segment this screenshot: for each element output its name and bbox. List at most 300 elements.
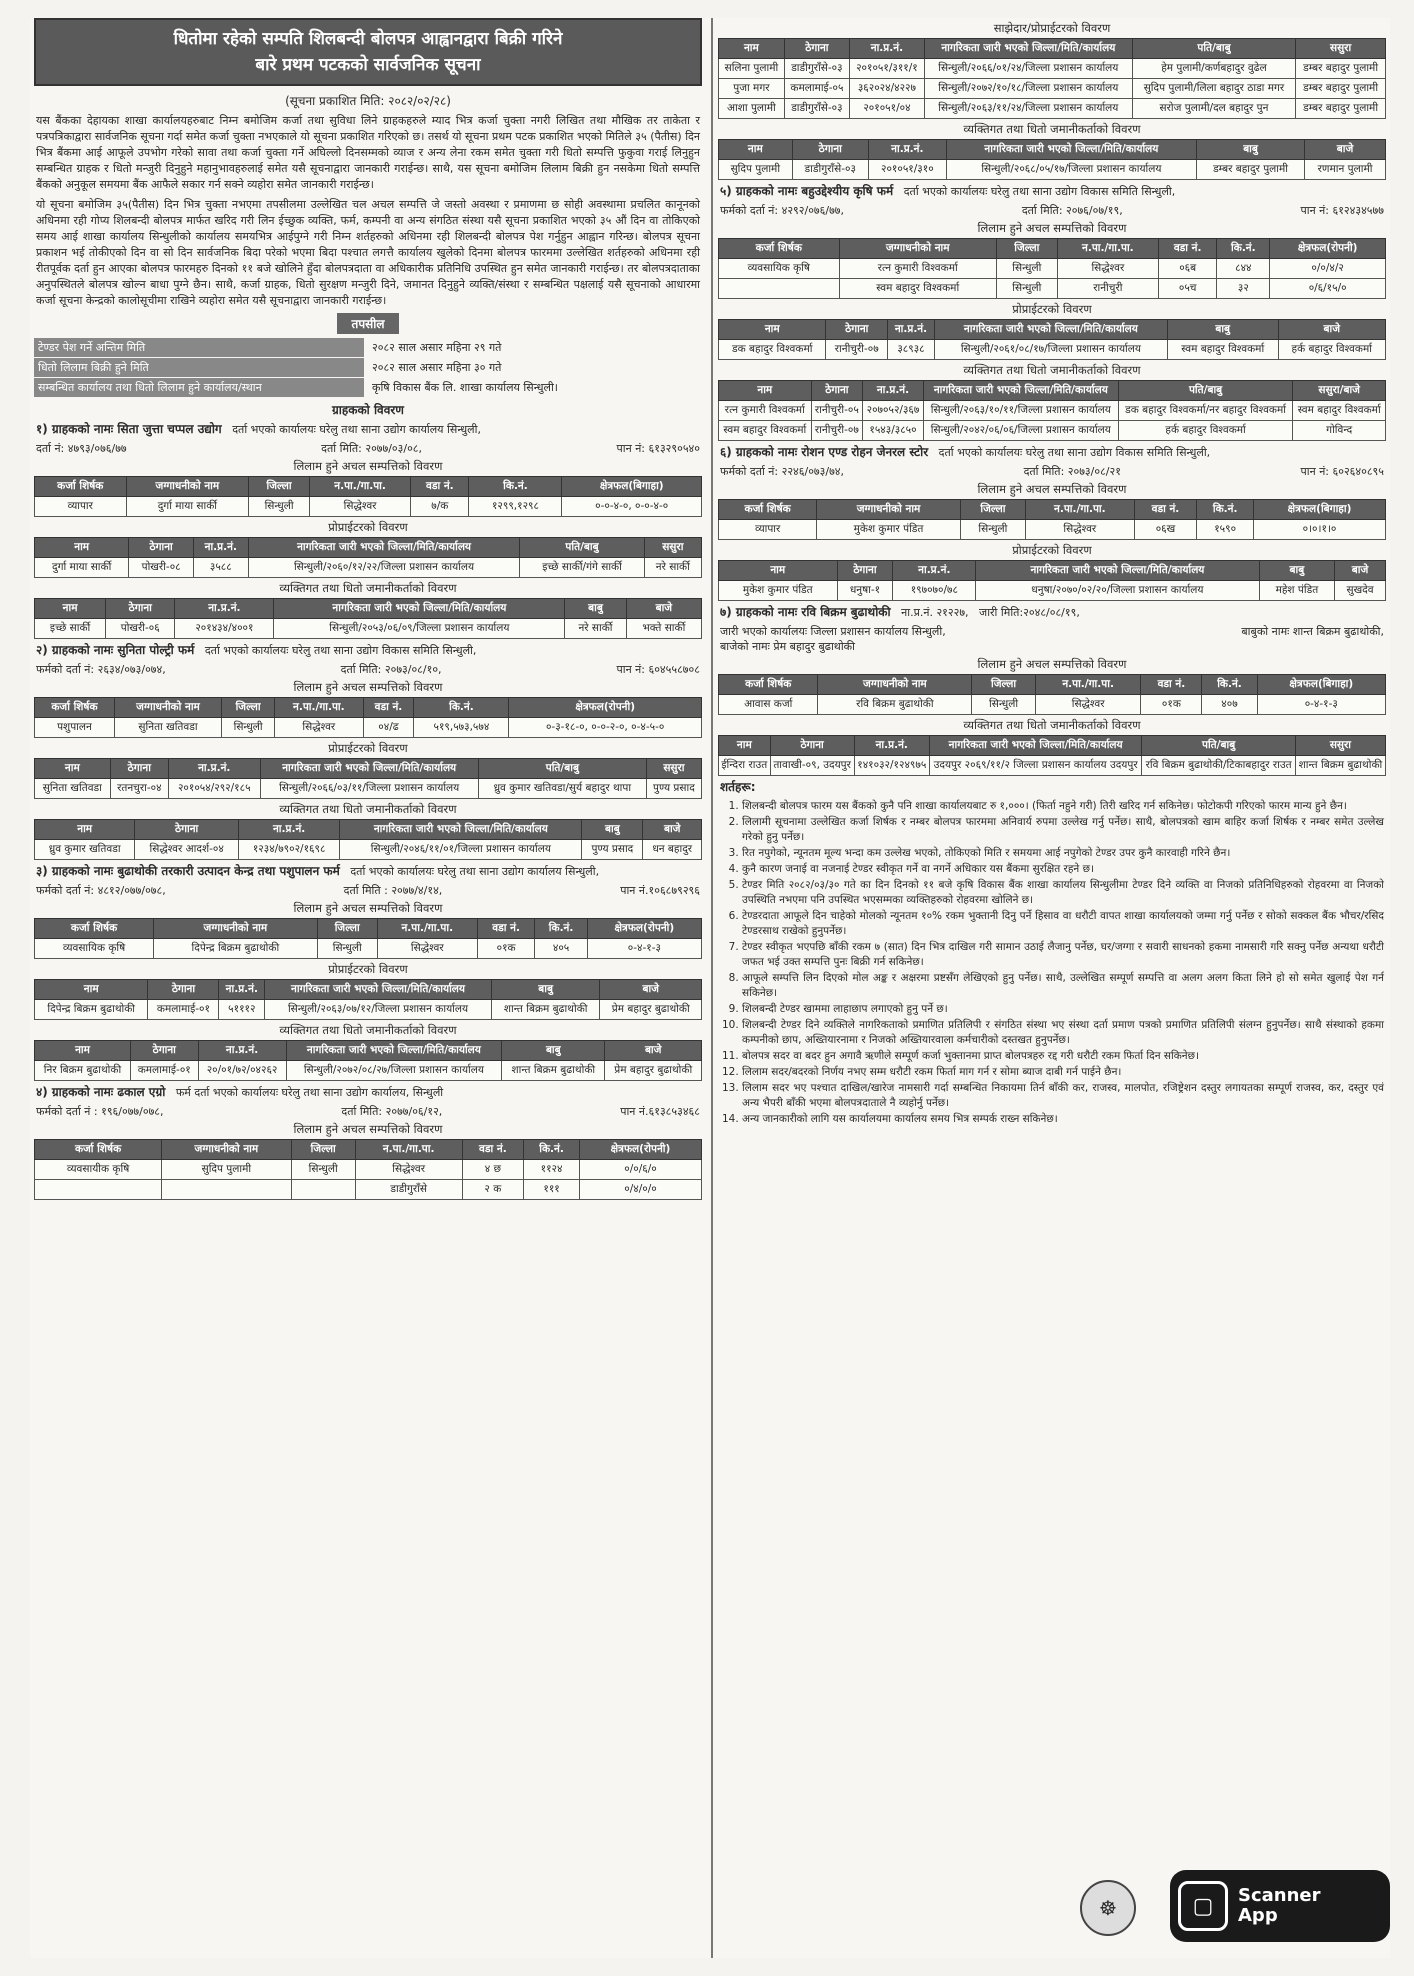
table-header: नाम (35, 1041, 131, 1061)
table-header: नाम (719, 39, 785, 59)
client-reg-line: फर्मको दर्ता नं: ४८१२/०७७/०७८, दर्ता मिति : २०७७/४/१४, पान नं.१०६८७९२९६ (36, 884, 700, 897)
table-cell: २०१०५१/३१० (868, 160, 946, 180)
table-header: ना.प्र.नं. (893, 561, 976, 581)
table-cell: पोखरी-०८ (129, 558, 194, 578)
table-cell: शान्त बिक्रम बुढाथोकी (502, 1061, 605, 1081)
table-cell: हर्क बहादुर विश्वकर्मा (1278, 340, 1385, 360)
table-cell (162, 1180, 291, 1200)
term-item: 13. लिलाम सदर भए पश्चात दाखिल/खारेज नामसारी गर्दा सम्बन्धित निकायमा तिर्न बाँकी कर, राजस्व, मालपोत, रजिष्ट्रेशन दस्तुर लगायतका सम्पूर्ण राजस्व, कर, दस्तुर एवं अन्य भैपरी बाँकी भएमा बोलपत्रदाताले नै व्यहोर्नु पर्नेछ। (742, 1081, 1384, 1111)
tapsil-box (34, 338, 702, 397)
table-header: नागरिकता जारी भएको जिल्ला/मिति/कार्यालय (934, 320, 1167, 340)
table-cell: ११२४ (524, 1160, 580, 1180)
terms-list (720, 799, 1384, 1127)
table-header: वडा नं. (1158, 239, 1216, 259)
table-cell: ७/क (411, 497, 469, 517)
table-header: बाजे (643, 820, 702, 840)
client-reg-line: फर्मको दर्ता नं: २६३४/०७३/०७४, दर्ता मिति: २०७३/०८/१०, पान नं: ६०४५५८७०८ (36, 663, 700, 676)
client-grandfather-line: बाजेको नामः प्रेम बहादुर बुढाथोकी (720, 640, 855, 653)
table-cell: सिद्धेश्वर (1026, 520, 1135, 540)
table-header: बाबु (582, 820, 643, 840)
table-cell: ०/०/६/० (579, 1160, 701, 1180)
table-header: जिल्ला (960, 500, 1025, 520)
table-cell: भक्ते सार्की (626, 619, 701, 639)
scanner-app-watermark (1170, 1870, 1390, 1942)
table-cell: शान्त बिक्रम बुढाथोकी (491, 1000, 600, 1020)
table-cell: सिन्धुली/२०५३/०६/०९/जिल्ला प्रशासन कार्यालय (274, 619, 565, 639)
table-header: नाम (35, 820, 135, 840)
table-header: नाम (35, 538, 129, 558)
table-header: नागरिकता जारी भएको जिल्ला/मिति/कार्यालय (286, 1041, 502, 1061)
table-header: जग्गाधनीको नाम (126, 477, 249, 497)
guarantor-title: व्यक्तिगत तथा धितो जमानीकर्ताको विवरण (963, 363, 1141, 377)
table-cell: सिन्धुली/२०४६/११/०१/जिल्ला प्रशासन कार्यालय (340, 840, 582, 860)
table-header: ससुरा (646, 759, 701, 779)
table-header: नागरिकता जारी भएको जिल्ला/मिति/कार्यालय (924, 39, 1132, 59)
table-row (35, 1061, 702, 1081)
table-header: ना.प्र.नं. (868, 140, 946, 160)
table-header: वडा नं. (1134, 500, 1197, 520)
table-cell: ०१क (477, 939, 535, 959)
table-header: पति/बाबु (1142, 736, 1296, 756)
table-cell: रवि बिक्रम बुढाथोकी (818, 695, 972, 715)
table-header: नाम (35, 759, 111, 779)
table-cell: सिन्धुली/२०६८/०५/१७/जिल्ला प्रशासन कार्यालय (946, 160, 1196, 180)
table-cell: व्यापार (719, 520, 817, 540)
table-cell: सिन्धुली (972, 695, 1036, 715)
guarantor-table (34, 598, 702, 639)
table-cell: सुदिप पुलामी/लिला बहादुर ठाडा मगर (1132, 79, 1295, 99)
publish-date: (सूचना प्रकाशित मिति: २०८२/०२/२८) (285, 94, 451, 108)
table-header: जग्गाधनीको नाम (114, 698, 221, 718)
table-cell: सलिना पुलामी (719, 59, 785, 79)
table-cell: नरे सार्की (565, 619, 626, 639)
table-header: वडा नं. (1141, 675, 1202, 695)
table-cell: सिन्धुली/२०६३/१०/११/जिल्ला प्रशासन कार्यालय (923, 401, 1118, 421)
proprietor-title: प्रोप्राईटरको विवरण (328, 741, 408, 755)
table-cell: ध्रुव कुमार खतिवडा (35, 840, 135, 860)
client-name-line: ५) ग्राहकको नामः बहुउद्देश्यीय कृषि फर्म दर्ता भएको कार्यालयः घरेलु तथा साना उद्योग विकास समिति सिन्धुली, (720, 184, 1176, 198)
table-header: जिल्ला (291, 1140, 355, 1160)
table-cell: धनुषा-१ (837, 581, 893, 601)
table-row (35, 939, 702, 959)
term-item: 6. टेण्डरदाता आफूले दिन चाहेको मोलको न्यूनतम १०% रकम भुक्तानी दिनु पर्ने हिसाव वा धरौटी वापत शाखा कार्यालयको जम्मा गर्नु पर्नेछ र सोको सक्कल बैंक भौचर/रसिद टेण्डरसाथ राखेको हुनुपर्नेछ। (742, 909, 1384, 939)
term-item: 1. शिलबन्दी बोलपत्र फारम यस बैंकको कुनै पनि शाखा कार्यालयबाट रु १,०००। (फिर्ता नहुने गरी) तिरी खरिद गर्न सकिनेछ। फोटोकपी गरिएको फारम मान्य हुने छैन। (742, 799, 1384, 814)
table-cell: सिन्धुली (996, 259, 1057, 279)
table-cell: पोखरी-०६ (106, 619, 175, 639)
table-cell: इच्छे सार्की (35, 619, 106, 639)
table-cell: ०४/ढ (363, 718, 414, 738)
table-header: ठेगाना (135, 820, 239, 840)
table-header: ना.प्र.नं. (219, 980, 265, 1000)
table-cell: ५१११२ (219, 1000, 265, 1020)
table-header: क्षेत्रफल(रोपनी) (579, 1140, 701, 1160)
table-cell: सिन्धुली (996, 279, 1057, 299)
tapsil-row: टेण्डर पेश गर्ने अन्तिम मिति २०८२ साल असार महिना २९ गते (34, 338, 702, 357)
auction-assets-title: लिलाम हुने अचल सम्पत्तिको विवरण (293, 901, 443, 915)
table-cell: पुण्य प्रसाद (646, 779, 701, 799)
table-cell: ०५च (1158, 279, 1216, 299)
table-cell: रानीचुरी-०५ (811, 401, 863, 421)
table-header: वडा नं. (462, 1140, 524, 1160)
table-cell: १५४३/३८५० (863, 421, 924, 441)
client-reg-line: जारी भएको कार्यालयः जिल्ला प्रशासन कार्यालय सिन्धुली, बाबुको नामः शान्त बिक्रम बुढाथोकी, (720, 625, 1384, 638)
table-header: पति/बाबु (1132, 39, 1295, 59)
table-cell: सुनिता खतिवडा (114, 718, 221, 738)
table-cell: उदयपुर २०६९/११/२ जिल्ला प्रशासन कार्यालय उदयपुर (929, 756, 1141, 776)
table-cell: ३२ (1217, 279, 1270, 299)
client-reg-line: फर्मको दर्ता नं: ४२९२/०७६/७७, दर्ता मिति: २०७६/०७/१९, पान नं: ६१२४३४५७७ (720, 204, 1384, 217)
tapsil-row: सम्बन्धित कार्यालय तथा धितो लिलाम हुने कार्यालय/स्थान कृषि विकास बैंक लि. शाखा कार्यालय सिन्धुली। (34, 378, 702, 397)
table-header: बाजे (1335, 561, 1386, 581)
table-cell: ३६२०२४/४२२७ (849, 79, 924, 99)
table-header: ना.प्र.नं. (193, 538, 248, 558)
tapsil-label: तपसील (337, 313, 398, 334)
term-item: 8. आफूले सम्पत्ति लिन दिएको मोल अङ्क र अक्षरमा प्रष्टसँग लेखिएको हुनु पर्नेछ। साथै, उल्लेखित सम्पूर्ण सम्पत्ति वा अलग अलग किता लिने हो सो समेत खुलाई पेश गर्न सकिनेछ। (742, 971, 1384, 1001)
table-row (719, 401, 1386, 421)
table-header: क्षेत्रफल(रोपनी) (587, 919, 701, 939)
intro-paragraph-1: यस बैंकका देहायका शाखा कार्यालयहरुबाट निम्न बमोजिम कर्जा तथा सुविधा लिने ग्राहकहरुले म्याद भित्र कर्जा चुक्ता नगरी लिखित तथा मौखिक तर ताकेता र पत्रपत्रिकाद्वारा सार्वजनिक सूचना गर्दा समेत कर्जा चुक्ता नभएकाले यो सूचना प्रकाशित गरिएको छ। तसर्थ यो सूचना प्रथम पटक प्रकाशित भएको मितिले ३५ (पैतीस) दिन भित्र बैंकमा आई आफूले उपभोग गरेको सावा तथा कर्जा चुक्ता गर्ने अघिल्लो दिनसम्मको व्याज र अन्य लेना रकम समेत चुक्ता गरी धितो सम्पत्ति फुकुवा गराई लिनुहुन सम्बन्धित ग्राहक र धितो मन्जुरी दिनुहुने महानुभावहरुलाई समेत यसै सूचनाद्वारा जानकारी गराईन्छ। साथै, यस सूचना बमोजिम लिलाम बिक्री हुन नसकेमा धितो सम्पत्ति बैंकको अनुकूल समयमा बैंक आफैले सकार गर्न सक्ने व्यहोरा समेत जानकारी गराईन्छ। (36, 114, 700, 191)
table-header: ना.प्र.नं. (849, 39, 924, 59)
asset-table (718, 238, 1386, 299)
client-name-line: ६) ग्राहकको नामः रोशन एण्ड रोहन जेनरल स्टोर दर्ता भएको कार्यालयः घरेलु तथा साना उद्योग विकास समिति सिन्धुली, (720, 445, 1211, 459)
table-cell: रणमान पुलामी (1305, 160, 1386, 180)
bank-seal-icon: ☸ (1080, 1880, 1136, 1936)
table-cell: ०१क (1141, 695, 1202, 715)
table-cell: आवास कर्जा (719, 695, 818, 715)
table-header: ठेगाना (770, 736, 854, 756)
table-cell: ०/०/४/२ (1270, 259, 1386, 279)
table-header: बाजे (1278, 320, 1385, 340)
table-row (35, 1160, 702, 1180)
table-cell: मुकेश कुमार पंडित (817, 520, 961, 540)
proprietor-table (34, 537, 702, 578)
table-header: बाजे (1305, 140, 1386, 160)
table-cell: रानीचुरी-०७ (826, 340, 888, 360)
column-divider (711, 18, 713, 1958)
table-cell: ०-४-१-३ (587, 939, 701, 959)
table-header: कर्जा शिर्षक (35, 1140, 162, 1160)
table-header: नागरिकता जारी भएको जिल्ला/मिति/कार्यालय (274, 599, 565, 619)
intro-paragraph-2: यो सूचना बमोजिम ३५(पैतीस) दिन भित्र चुक्ता नभएमा तपसीलमा उल्लेखित चल अचल सम्पत्ति जे जस्तो अवस्था र प्रमाणमा छ सोही अवस्थामा प्रचलित कानूनको अधिनमा रही गोप्य शिलबन्दी बोलपत्र मार्फत खरिद गरी लिन ईच्छुक व्यक्ति, फर्म, कम्पनी वा अन्य संगठित संस्था यसै सूचना प्रकाशित भएको ३५ औं दिन वा तोकिएको समय आई शाखा कार्यालय सिन्धुलीको कार्यालय समयभित्र आईपुग्ने गरी निम्न शर्तहरुको अधिनमा रही शिलबन्दी बोलपत्र पेश गर्नुहुन आह्वान गरिन्छ। बोलपत्र सूचना प्रकाशन भई तोकीएको दिन वा सो दिन सार्वजनिक बिदा परेको भएमा बिदा पश्चात लगत्तै कार्यालय खुलेको दिनमा बोलपत्र फारममा उल्लेखित शर्तहरुको अधिनमा रही रीतपूर्वक दर्ता हुन आएका बोलपत्र फारमहरु दिनको ११ बजे खोलिने हुँदा बोलपत्रदाता वा अधिकारीक प्रतिनिधि उपस्थित हुन समेत जानकारी गराईन्छ। तर बोलपत्रदाताका अनुपस्थितले बोलपत्र खोल्न बाधा पुग्ने छैन। साथै, कर्जा ग्राहक, धितो सुरक्षण मन्जुरी दिने, जमानत दिनुहुने व्यक्ति/संस्था र सम्बन्धित पक्षलाई यसै सूचनाको आधारमा कर्जा सूचना केन्द्रको कालोसूचीमा राखिने व्यहोरा समेत यसै सूचनाद्वारा जानकारी गराईन्छ। (36, 198, 700, 307)
client-reg-line: दर्ता नं: ४७९३/०७६/७७ दर्ता मिति: २०७७/०३/०८, पान नं: ६१३२९०५४० (36, 442, 700, 455)
table-cell: सरोज पुलामी/दल बहादुर पुन (1132, 99, 1295, 119)
table-row (719, 581, 1386, 601)
table-cell: सिन्धुली/२०७२/०८/२७/जिल्ला प्रशासन कार्यालय (286, 1061, 502, 1081)
table-row (719, 756, 1386, 776)
table-header: बाबु (491, 980, 600, 1000)
table-header: क्षेत्रफल(रोपनी) (509, 698, 702, 718)
table-header: वडा नं. (411, 477, 469, 497)
table-header: नाम (719, 140, 793, 160)
table-header: ठेगाना (826, 320, 888, 340)
table-cell: प्रेम बहादुर बुढाथोकी (605, 1061, 702, 1081)
table-header: कि.नं. (1217, 239, 1270, 259)
table-header: नागरिकता जारी भएको जिल्ला/मिति/कार्यालय (923, 381, 1118, 401)
proprietor-table (34, 758, 702, 799)
table-cell: इच्छे सार्की/गंगे सार्की (520, 558, 644, 578)
table-header: नाम (719, 381, 812, 401)
table-cell: ४०५ (535, 939, 587, 959)
table-header: ना.प्र.नं. (888, 320, 935, 340)
table-cell: सिन्धुली/२०६३/०७/१२/जिल्ला प्रशासन कार्यालय (265, 1000, 492, 1020)
table-cell: निर बिक्रम बुढाथोकी (35, 1061, 131, 1081)
table-header: ससुरा (1295, 736, 1385, 756)
proprietor-title: प्रोप्राईटरको विवरण (1012, 543, 1092, 557)
table-row (35, 619, 702, 639)
client-reg-line: फर्मको दर्ता नं: २२४६/०७३/७४, दर्ता मिति: २०७३/०८/२१ पान नं: ६०२६४०८९५ (720, 465, 1384, 478)
table-row (35, 840, 702, 860)
notice-header (34, 18, 702, 86)
table-header: ठेगाना (148, 980, 219, 1000)
table-header: जिल्ला (996, 239, 1057, 259)
partner-heading: साझेदार/प्रोप्राईटरको विवरण (993, 21, 1111, 35)
table-header: नागरिकता जारी भएको जिल्ला/मिति/कार्यालय (248, 538, 520, 558)
table-header: कर्जा शिर्षक (35, 919, 154, 939)
table-cell: आशा पुलामी (719, 99, 785, 119)
table-header: नाम (719, 736, 771, 756)
table-header: ना.प्र.नं. (863, 381, 924, 401)
table-cell: ४ छ (462, 1160, 524, 1180)
table-cell: धनुषा/२०७०/०२/२०/जिल्ला प्रशासन कार्यालय (976, 581, 1260, 601)
auction-assets-title: लिलाम हुने अचल सम्पत्तिको विवरण (977, 221, 1127, 235)
table-header: ठेगाना (106, 599, 175, 619)
table-row (719, 340, 1386, 360)
table-header: पति/बाबु (520, 538, 644, 558)
table-header: न.पा./गा.पा. (355, 1140, 462, 1160)
table-cell: स्वम बहादुर विश्वकर्मा (839, 279, 996, 299)
table-cell: स्वम बहादुर विश्वकर्मा (719, 421, 812, 441)
table-cell: दुर्गा माया सार्की (126, 497, 249, 517)
table-cell: डम्बर बहादुर पुलामी (1296, 79, 1386, 99)
table-cell: रानीचुरी (1057, 279, 1158, 299)
table-cell: डाडीगुराँसे (355, 1180, 462, 1200)
right-column (718, 18, 1386, 1958)
table-cell: रवि बिक्रम बुढाथोकी/टिकाबहादुर राउत (1142, 756, 1296, 776)
table-header: नागरिकता जारी भएको जिल्ला/मिति/कार्यालय (265, 980, 492, 1000)
guarantor-table (718, 735, 1386, 776)
table-header: बाबु (565, 599, 626, 619)
term-item: 2. लिलामी सूचनामा उल्लेखित कर्जा शिर्षक र नम्बर बोलपत्र फारममा अनिवार्य रुपमा उल्लेख गर्नु पर्नेछ। साथै, बोलपत्रको खाम बाहिर कर्जा शिर्षक र नम्बर समेत उल्लेख गरेको हुनु पर्नेछ। (742, 815, 1384, 845)
guarantor-title: व्यक्तिगत तथा धितो जमानीकर्ताको विवरण (279, 1023, 457, 1037)
table-header: ना.प्र.नं. (198, 1041, 286, 1061)
proprietor-table (718, 319, 1386, 360)
table-cell: सिन्धुली/२०६०/१२/२२/जिल्ला प्रशासन कार्यालय (248, 558, 520, 578)
table-cell: दिपेन्द्र बिक्रम बुढाथोकी (154, 939, 318, 959)
table-cell: सिन्धुली/२०६६/०३/११/जिल्ला प्रशासन कार्यालय (260, 779, 478, 799)
table-cell: मुकेश कुमार पंडित (719, 581, 838, 601)
asset-table (34, 476, 702, 517)
table-cell: सिन्धुली/२०७२/१०/१८/जिल्ला प्रशासन कार्यालय (924, 79, 1132, 99)
table-header: न.पा./गा.पा. (1035, 675, 1141, 695)
scanner-text-1: Scanner (1238, 1885, 1321, 1906)
table-row (35, 497, 702, 517)
table-cell: रतनचुरा-०४ (110, 779, 168, 799)
table-header: कि.नं. (469, 477, 562, 497)
table-cell: डम्बर बहादुर पुलामी (1197, 160, 1305, 180)
table-cell: २०१४३४/४००१ (175, 619, 274, 639)
proprietor-title: प्रोप्राईटरको विवरण (328, 520, 408, 534)
clients-left (34, 422, 702, 1200)
table-cell: ०-०-४-०, ०-०-४-० (562, 497, 702, 517)
table-cell: ईन्दिरा राउत (719, 756, 771, 776)
term-item: 14. अन्य जानकारीको लागि यस कार्यालयमा कार्यालय समय भित्र सम्पर्क राख्न सकिनेछ। (742, 1112, 1384, 1127)
table-cell: सुदिप पुलामी (162, 1160, 291, 1180)
table-header: कर्जा शिर्षक (719, 675, 818, 695)
table-header: बाबु (1197, 140, 1305, 160)
table-cell: प्रेम बहादुर बुढाथोकी (600, 1000, 702, 1020)
table-cell: ५१९,५७३,५७४ (414, 718, 509, 738)
table-cell: हर्क बहादुर विश्वकर्मा (1118, 421, 1293, 441)
table-row (35, 718, 702, 738)
notice-title-line2: बारे प्रथम पटकको सार्वजनिक सूचना (255, 55, 481, 75)
table-cell: रत्न कुमारी विश्वकर्मा (719, 401, 812, 421)
table-header: ठेगाना (837, 561, 893, 581)
term-item: 10. शिलबन्दी टेण्डर दिने व्यक्तिले नागरिकताको प्रमाणित प्रतिलिपी र संगठित संस्था भए संस्था दर्ता प्रमाण पत्रको प्रमाणित प्रतिलिपी संलग्न हुनुपर्नेछ। साथै संस्थाको हकमा कम्पनीको छाप, अख्तियारनामा र निजको अख्तियारवाला कर्मचारीको दस्तखत हुनुपर्नेछ। (742, 1018, 1384, 1048)
table-cell: स्वम बहादुर विश्वकर्मा (1293, 401, 1386, 421)
table-cell: रानीचुरी-०७ (811, 421, 863, 441)
table-cell: सुखदेव (1335, 581, 1386, 601)
auction-assets-title: लिलाम हुने अचल सम्पत्तिको विवरण (977, 482, 1127, 496)
table-header: ठेगाना (110, 759, 168, 779)
table-header: नाम (35, 599, 106, 619)
table-cell: १२९९,१२९८ (469, 497, 562, 517)
table-row (719, 160, 1386, 180)
table-header: पति/बाबु (478, 759, 646, 779)
terms-heading: शर्तहरू: (720, 780, 756, 794)
left-column (34, 18, 702, 1958)
table-cell: कमलामाई-०१ (148, 1000, 219, 1020)
table-cell: सिद्धेश्वर (1057, 259, 1158, 279)
table-header: ठेगाना (130, 1041, 198, 1061)
table-cell: २०१०५४/२९२/१८५ (169, 779, 261, 799)
table-cell: सिन्धुली/२०६३/११/२४/जिल्ला प्रशासन कार्यालय (924, 99, 1132, 119)
table-cell: डाडीगुराँसे-०३ (792, 160, 868, 180)
table-header: न.पा./गा.पा. (377, 919, 477, 939)
table-header: कर्जा शिर्षक (719, 500, 817, 520)
table-cell: व्यवसायीक कृषि (35, 1160, 162, 1180)
term-item: 11. बोलपत्र सदर वा बदर हुन अगावै ऋणीले सम्पूर्ण कर्जा भुक्तानमा प्राप्त बोलपत्रहरु रद्द गरी धरौटी रकम फिर्ता दिन सकिनेछ। (742, 1049, 1384, 1064)
table-cell: तावाखी-०९, उदयपुर (770, 756, 854, 776)
table-cell: डाडीगुराँसे-०३ (784, 99, 849, 119)
table-cell: ध्रुव कुमार खतिवडा/सुर्य बहादुर थापा (478, 779, 646, 799)
term-item: 3. रित नपुगेको, न्यूनतम मूल्य भन्दा कम उल्लेख भएको, तोकिएको मिति र समयमा आई नपुगेको टेण्डर उपर कुनै कारवाही गरिने छैन। (742, 846, 1384, 861)
table-header: जिल्ला (249, 477, 310, 497)
term-item: 5. टेण्डर मिति २०८२/०३/३० गते का दिन दिनको ११ बजे कृषि विकास बैंक शाखा कार्यालय सिन्धुलीमा टेण्डर दिने व्यक्ति वा निजको प्रतिनिधिहरुको रोहवरमा वा निजको उपस्थिति नभएमा पनि उपस्थित भएसम्मका व्यक्तिहरुको रोहवरमा खोलिने छ। (742, 878, 1384, 908)
table-cell: ०-३-१८-०, ०-०-२-०, ०-४-५-० (509, 718, 702, 738)
table-header: ससुरा/बाजे (1293, 381, 1386, 401)
table-row (719, 279, 1386, 299)
table-cell: सिद्धेश्वर (377, 939, 477, 959)
term-item: 7. टेण्डर स्वीकृत भएपछि बाँकी रकम ७ (सात) दिन भित्र दाखिल गरी सामान उठाई लैजानु पर्नेछ, घर/जग्गा र सवारी साधनको हकमा नामसारी गरि सक्नु पर्नेछ अन्यथा धरौटी जफत भई उक्त सम्पत्ति पुनः बिक्री गर्न सकिनेछ। (742, 940, 1384, 970)
notice-title-line1: धितोमा रहेको सम्पति शिलबन्दी बोलपत्र आह्वानद्वारा बिक्री गरिने (173, 29, 563, 49)
client-name-line: ४) ग्राहकको नामः ढकाल एग्रो फर्म दर्ता भएको कार्यालयः घरेलु तथा साना उद्योग कार्यालय, सिन्धुली (36, 1085, 444, 1099)
table-header: नाम (719, 561, 838, 581)
guarantor-table (34, 819, 702, 860)
asset-table (34, 697, 702, 738)
table-header: ठेगाना (129, 538, 194, 558)
table-header: जिल्ला (222, 698, 275, 718)
table-header: ससुरा (1296, 39, 1386, 59)
table-header: जग्गाधनीको नाम (817, 500, 961, 520)
table-header: न.पा./गा.पा. (1026, 500, 1135, 520)
table-header: न.पा./गा.पा. (275, 698, 363, 718)
table-cell: डक बहादुर विश्वकर्मा (719, 340, 826, 360)
table-header: बाजे (626, 599, 701, 619)
table-header: कि.नं. (524, 1140, 580, 1160)
table-row (35, 779, 702, 799)
table-header: न.पा./गा.पा. (1057, 239, 1158, 259)
table-header: बाबु (1259, 561, 1334, 581)
table-header: ना.प्र.नं. (169, 759, 261, 779)
table-cell: ०।०।१।० (1254, 520, 1386, 540)
table-cell: २०/०१/७२/०४२६२ (198, 1061, 286, 1081)
table-header: ना.प्र.नं. (175, 599, 274, 619)
table-header: वडा नं. (477, 919, 535, 939)
table-cell: सिद्धेश्वर (275, 718, 363, 738)
table-header: क्षेत्रफल(बिगाहा) (562, 477, 702, 497)
table-row (35, 558, 702, 578)
guarantor-table (718, 139, 1386, 180)
table-cell: १९७०७०/७८ (893, 581, 976, 601)
table-row (719, 259, 1386, 279)
table-cell: दुर्गा माया सार्की (35, 558, 129, 578)
term-item: 9. शिलबन्दी टेण्डर खाममा लाहाछाप लगाएको हुनु पर्ने छ। (742, 1002, 1384, 1017)
table-cell: सिद्धेश्वर आदर्श-०४ (135, 840, 239, 860)
table-header: ठेगाना (784, 39, 849, 59)
table-cell: सिन्धुली/२०४२/०६/०६/जिल्ला प्रशासन कार्यालय (923, 421, 1118, 441)
client-name-line: २) ग्राहकको नामः सुनिता पोल्ट्री फर्म दर्ता भएको कार्यालयः घरेलु तथा साना उद्योग विकास समिति सिन्धुली, (36, 643, 477, 657)
table-header: कि.नं. (1202, 675, 1257, 695)
table-cell: गोविन्द (1293, 421, 1386, 441)
table-cell: २ क (462, 1180, 524, 1200)
table-row (719, 421, 1386, 441)
table-header: कि.नं. (535, 919, 587, 939)
notice-page (30, 18, 1390, 1958)
table-cell: ०/६/१५/० (1270, 279, 1386, 299)
table-cell: पुजा मगर (719, 79, 785, 99)
table-cell: १४१०३२/१२४९७५ (854, 756, 929, 776)
table-cell: ३८९३८ (888, 340, 935, 360)
table-header: नाम (35, 980, 148, 1000)
table-cell: २०१०५१/०४ (849, 99, 924, 119)
proprietor-title: प्रोप्राईटरको विवरण (328, 962, 408, 976)
asset-table (34, 918, 702, 959)
table-row (35, 1180, 702, 1200)
scanner-text-2: App (1238, 1905, 1278, 1926)
table-header: नागरिकता जारी भएको जिल्ला/मिति/कार्यालय (340, 820, 582, 840)
table-header: नागरिकता जारी भएको जिल्ला/मिति/कार्यालय (929, 736, 1141, 756)
table-header: जग्गाधनीको नाम (154, 919, 318, 939)
table-cell: नरे सार्की (644, 558, 701, 578)
proprietor-title: प्रोप्राईटरको विवरण (1012, 302, 1092, 316)
auction-assets-title: लिलाम हुने अचल सम्पत्तिको विवरण (977, 657, 1127, 671)
table-cell: सिद्धेश्वर (309, 497, 410, 517)
table-cell: ८४४ (1217, 259, 1270, 279)
table-cell: दिपेन्द्र बिक्रम बुढाथोकी (35, 1000, 148, 1020)
asset-table (718, 674, 1386, 715)
table-cell: ०-४-१-३ (1257, 695, 1385, 715)
table-header: कि.नं. (414, 698, 509, 718)
table-header: बाजे (600, 980, 702, 1000)
auction-assets-title: लिलाम हुने अचल सम्पत्तिको विवरण (293, 1122, 443, 1136)
table-cell (291, 1180, 355, 1200)
table-header: ठेगाना (792, 140, 868, 160)
table-cell: सिन्धुली (317, 939, 377, 959)
table-row (719, 59, 1386, 79)
table-cell: ३५८८ (193, 558, 248, 578)
table-header: जिल्ला (972, 675, 1036, 695)
table-cell: डाडीगुराँसे-०३ (784, 59, 849, 79)
